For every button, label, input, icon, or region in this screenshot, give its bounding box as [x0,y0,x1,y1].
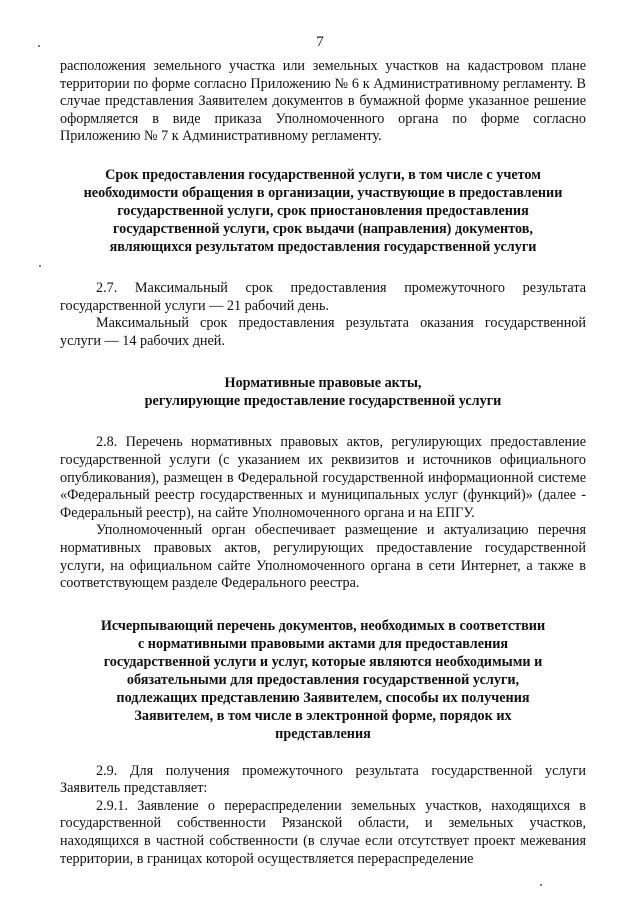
heading-line: представления [275,725,371,742]
paragraph-2-9: 2.9. Для получения промежуточного результата государственной услуги Заявитель представляет: [60,762,586,797]
scan-speck [38,45,40,47]
scan-speck [39,265,41,267]
paragraph-2-8-continued: Уполномоченный орган обеспечивает размещение и актуализацию перечня нормативных правовых актов, регулирующих предоставление государственной услуги, на официальном сайте Уполномоченного органа в сети Интернет, а также в соответствующем разделе Федерального реестра. [60,522,586,592]
heading-line: необходимости обращения в организации, участвующие в предоставлении [83,184,563,201]
heading-line: с нормативными правовыми актами для предоставления [137,635,509,652]
paragraph-2-7-continued: Максимальный срок предоставления результата оказания государственной услуги — 14 рабочих дней. [60,315,586,349]
scan-speck [540,884,542,886]
page-content [60,58,586,868]
paragraph-2-9-1: 2.9.1. Заявление о перераспределении земельных участков, находящихся в государственной собственности Рязанской области, и земельных участков, находящихся в частной собственности (в случае если отсутствует проект межевания территории, в границах которой осуществляется перераспределение [60,797,586,867]
section-heading-legal-acts [60,374,586,410]
heading-line: Исчерпывающий перечень документов, необходимых в соответствии [100,617,546,634]
heading-line: Нормативные правовые акты, [224,375,422,392]
heading-line: государственной услуги и услуг, которые являются необходимыми и [103,653,543,670]
heading-line: Заявителем, в том числе в электронной форме, порядок их [134,707,512,724]
page-number: 7 [316,34,324,50]
section-heading-terms [60,166,586,256]
heading-line: подлежащих представлению Заявителем, способы их получения [116,689,530,706]
heading-line: являющихся результатом предоставления государственной услуги [109,238,537,255]
heading-line: государственной услуги, срок приостановления предоставления [117,202,529,219]
heading-line: государственной услуги, срок выдачи (направления) документов, [113,220,533,237]
intro-paragraph: расположения земельного участка или земельных участков на кадастровом плане территории по форме согласно Приложению № 6 к Административному регламенту. В случае представления Заявителем документов в бумажной форме указанное решение оформляется в виде приказа Уполномоченного органа по форме согласно Приложению № 7 к Административному регламенту. [60,58,586,145]
paragraph-2-8: 2.8. Перечень нормативных правовых актов, регулирующих предоставление государственной услуги (с указанием их реквизитов и источников официального опубликования), размещен в Федеральной государственной информационной системе «Федеральный реестр государственных и муниципальных услуг (функций)» (далее - Федеральный реестр), на сайте Уполномоченного органа и на ЕПГУ. [60,434,586,521]
heading-line: регулирующие предоставление государственной услуги [144,393,502,410]
heading-line: Срок предоставления государственной услуги, в том числе с учетом [105,166,541,183]
paragraph-2-7: 2.7. Максимальный срок предоставления промежуточного результата государственной услуги — 21 рабочий день. [60,279,586,314]
section-heading-documents [60,617,586,743]
heading-line: обязательными для предоставления государственной услуги, [126,671,520,688]
